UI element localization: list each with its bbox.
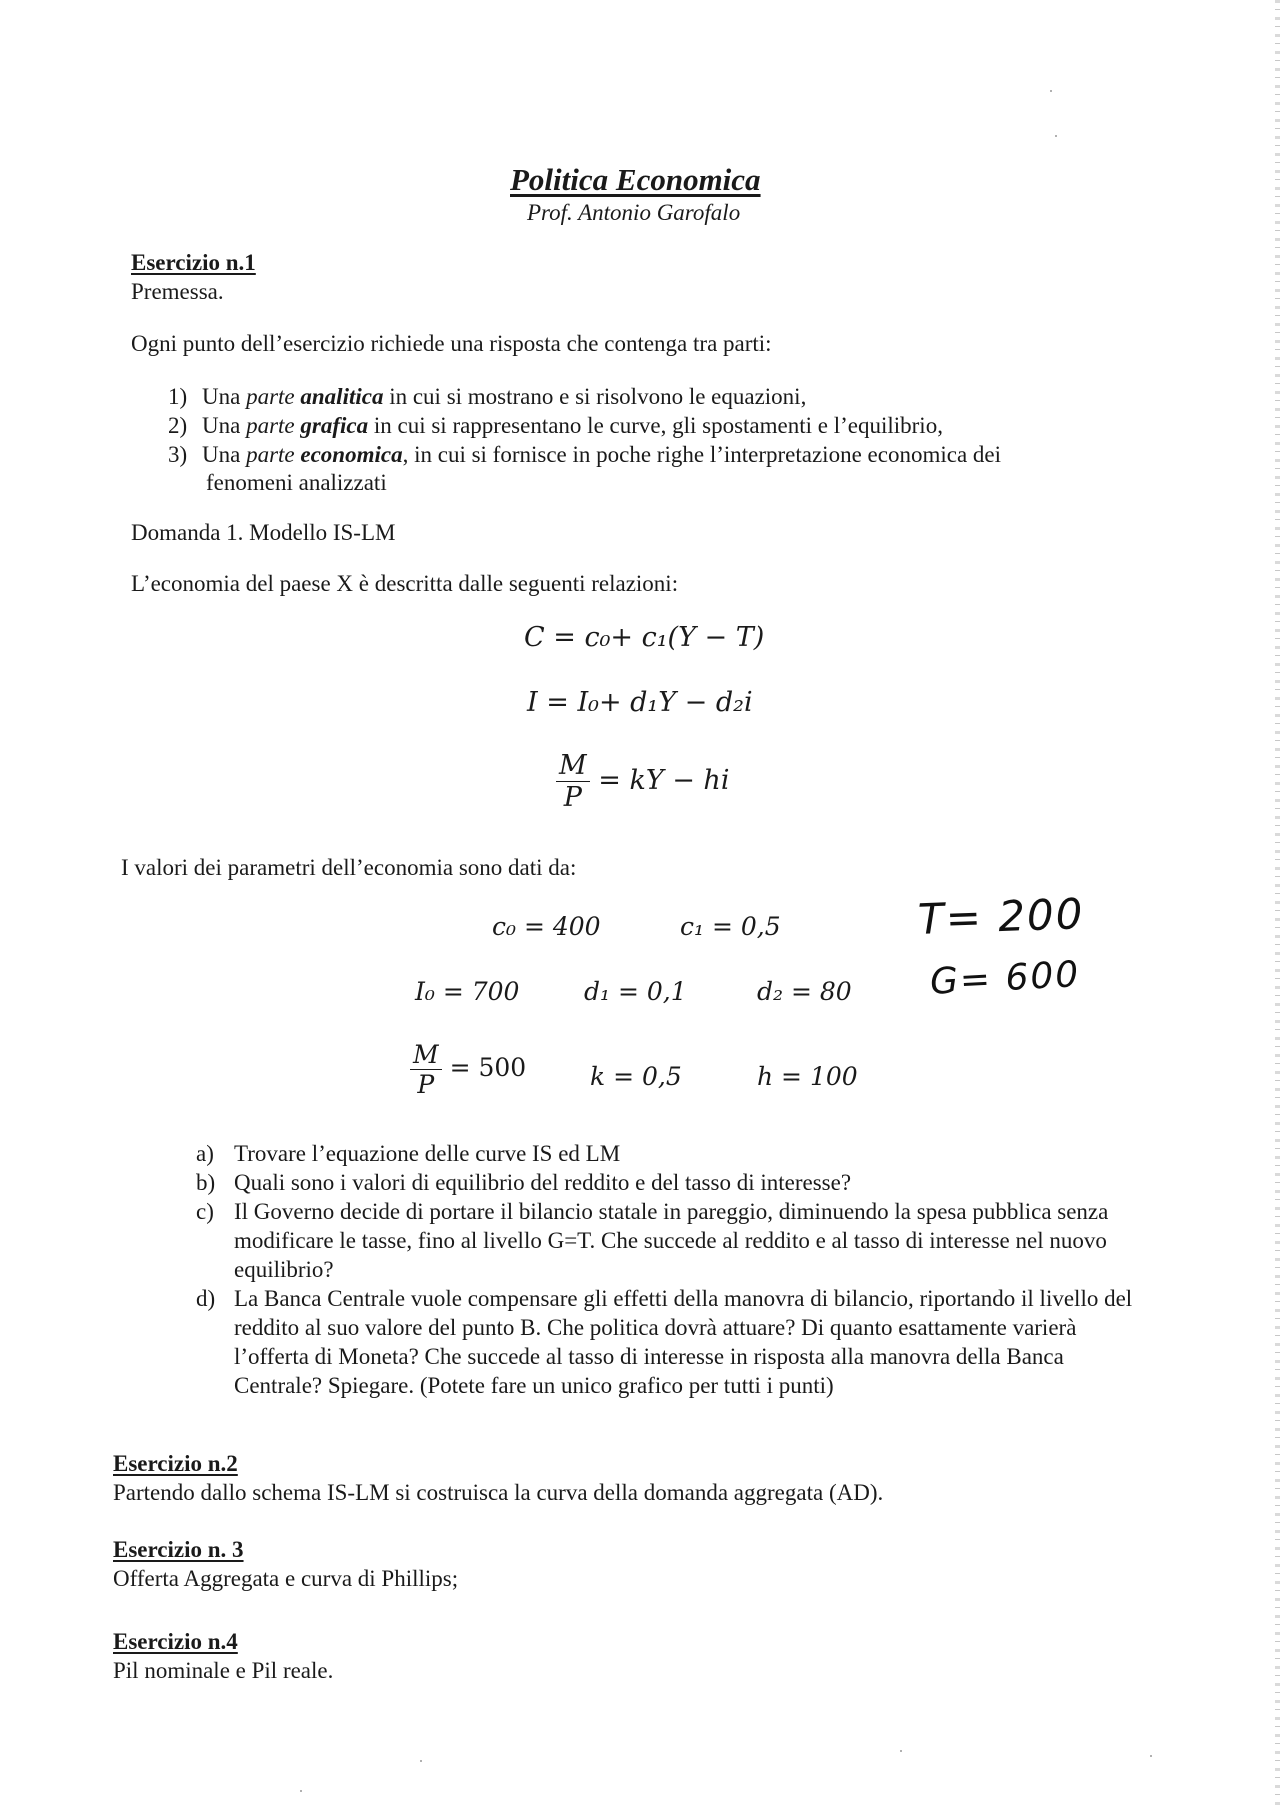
equation-consumption: C = c₀+ c₁(Y − T) xyxy=(524,622,765,653)
part-italic: parte xyxy=(246,384,295,409)
scan-speck xyxy=(300,1790,302,1792)
part-text-pre: Una xyxy=(202,384,247,409)
part-text-pre: Una xyxy=(202,413,247,438)
question-b xyxy=(196,1168,1156,1198)
exercise1-intro: Ogni punto dell’esercizio richiede una risposta che contenga tra parti: xyxy=(131,331,772,356)
question-text: Trovare l’equazione delle curve IS ed LM xyxy=(234,1141,621,1166)
exercise3-heading: Esercizio n. 3 xyxy=(113,1537,244,1562)
part-text-post: in cui si mostrano e si risolvono le equazioni, xyxy=(383,384,807,409)
part-italic: parte xyxy=(246,442,295,467)
scan-edge-artifact xyxy=(1275,0,1280,1806)
param-I0-text: I₀ = 700 xyxy=(415,977,520,1006)
scan-speck xyxy=(420,1760,422,1762)
question-d xyxy=(196,1284,1156,1404)
exercise4-text: Pil nominale e Pil reale. xyxy=(113,1658,334,1683)
scan-speck xyxy=(900,1750,902,1752)
exercise4-heading: Esercizio n.4 xyxy=(113,1629,238,1654)
param-c1 xyxy=(680,912,781,941)
param-I0 xyxy=(415,977,519,1006)
page-title: Politica Economica xyxy=(510,162,761,197)
param-money-supply xyxy=(410,1040,526,1099)
question-c xyxy=(196,1197,1156,1287)
question-label: a) xyxy=(196,1141,214,1166)
money-fraction xyxy=(556,750,590,813)
part-text-pre: Una xyxy=(202,442,247,467)
param-c0 xyxy=(492,912,601,941)
param-mp-fraction xyxy=(410,1040,442,1099)
param-h xyxy=(757,1062,858,1091)
question-label: c) xyxy=(196,1199,214,1224)
param-k-text: k = 0,5 xyxy=(590,1062,682,1091)
part-item-1 xyxy=(168,383,806,411)
question-text: Il Governo decide di portare il bilancio statale in pareggio, diminuendo la spesa pubblica senza modificare le tasse, fino al livello G=T. Che succede al reddito e al tasso di interesse nel nuovo equilibrio? xyxy=(234,1199,1109,1282)
param-mp-value: = 500 xyxy=(449,1053,527,1082)
page-subtitle: Prof. Antonio Garofalo xyxy=(527,200,741,225)
handwritten-G-note: G= 600 xyxy=(929,954,1082,1003)
param-d2-text: d₂ = 80 xyxy=(757,977,852,1006)
exercise1-heading: Esercizio n.1 xyxy=(131,250,256,275)
question-text: La Banca Centrale vuole compensare gli effetti della manovra di bilancio, riportando il livello del reddito al suo valore del punto B. Che politica dovrà attuare? Di quanto esattamente varierà l’offerta di Moneta? Che succede al tasso di interesse in risposta alla manovra della Banca Centrale? Spiegare. (Potete fare un unico grafico per tutti i punti) xyxy=(234,1286,1133,1398)
param-c0-text: c₀ = 400 xyxy=(492,912,601,941)
param-k xyxy=(590,1062,682,1091)
param-d1 xyxy=(584,977,687,1006)
param-d2 xyxy=(757,977,852,1006)
question-label: d) xyxy=(196,1286,216,1311)
part-text-post: , in cui si fornisce in poche righe l’interpretazione economica dei xyxy=(402,442,1001,467)
handwritten-T-note: T= 200 xyxy=(917,889,1086,944)
domanda-title: Domanda 1. Modello IS-LM xyxy=(131,520,396,545)
fraction-numerator: M xyxy=(556,750,590,782)
part-bold: economica xyxy=(300,442,403,467)
part-item-3-continuation: fenomeni analizzati xyxy=(206,470,387,495)
fraction-denominator: P xyxy=(563,782,582,813)
part-bold: analitica xyxy=(300,384,384,409)
exercise2-heading: Esercizio n.2 xyxy=(113,1451,238,1476)
param-h-text: h = 100 xyxy=(757,1062,858,1091)
part-item-2 xyxy=(168,412,943,440)
part-number: 1) xyxy=(168,384,188,409)
economy-intro: L’economia del paese X è descritta dalle seguenti relazioni: xyxy=(131,571,679,596)
param-d1-text: d₁ = 0,1 xyxy=(584,977,687,1006)
scan-speck xyxy=(1150,1755,1152,1757)
exercise3-text: Offerta Aggregata e curva di Phillips; xyxy=(113,1566,459,1591)
part-number: 2) xyxy=(168,413,188,438)
scan-speck xyxy=(1050,90,1052,92)
equation-investment: I = I₀+ d₁Y − d₂i xyxy=(527,687,753,718)
fraction-numerator: M xyxy=(410,1040,442,1070)
part-bold: grafica xyxy=(300,413,369,438)
part-text-post: in cui si rappresentano le curve, gli spostamenti e l’equilibrio, xyxy=(368,413,943,438)
question-text: Quali sono i valori di equilibrio del reddito e del tasso di interesse? xyxy=(234,1170,852,1195)
question-a xyxy=(196,1139,1156,1169)
scan-speck xyxy=(1055,135,1057,137)
exercise2-text: Partendo dallo schema IS-LM si costruisca la curva della domanda aggregata (AD). xyxy=(113,1480,884,1505)
part-number: 3) xyxy=(168,442,188,467)
money-rhs: = kY − hi xyxy=(598,765,730,796)
params-intro: I valori dei parametri dell’economia sono dati da: xyxy=(121,855,577,880)
part-item-3 xyxy=(168,441,1001,469)
exercise1-premessa: Premessa. xyxy=(131,279,224,304)
equation-money-market xyxy=(556,750,729,813)
param-c1-text: c₁ = 0,5 xyxy=(680,912,781,941)
fraction-denominator: P xyxy=(417,1070,435,1099)
question-label: b) xyxy=(196,1170,216,1195)
part-italic: parte xyxy=(246,413,295,438)
